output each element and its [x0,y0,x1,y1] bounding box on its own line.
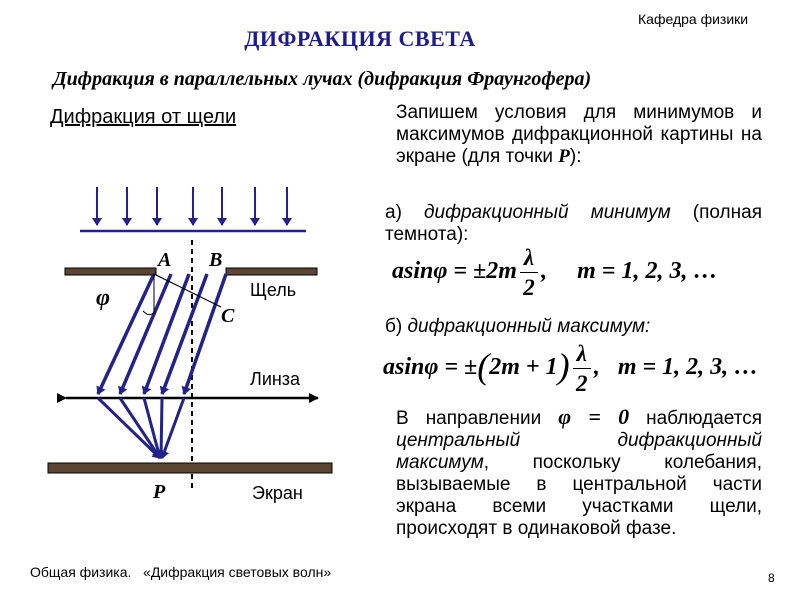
diffracted-rays [98,274,226,394]
section-heading: Дифракция от щели [50,106,237,128]
point-p-ref: P [558,146,570,167]
point-p-label: P [153,481,166,503]
phi-zero: φ = 0 [558,404,630,429]
angle-arc [143,311,154,315]
conclusion-paragraph: В направлении φ = 0 наблюдается центральный дифракционный максимум, поскольку колебания, вызываемые в центральной части экрана всеми участками щели, происходят в одинаковой фазе. [396,404,762,539]
department-label: Кафедра физики [638,11,749,27]
page-number: 8 [768,571,775,585]
lambda-half-fraction: $\frac{\lambda}{2}$ [573,342,591,395]
lens-label: Линза [250,369,301,389]
slide-title: ДИФРАКЦИЯ СВЕТА [244,26,476,51]
lambda-half-fraction: $\frac{\lambda}{2}$ [520,246,538,299]
incident-rays [97,187,287,225]
maximum-heading: б) дифракционный максимум: [385,316,651,337]
screen-label: Экран [252,483,303,503]
screen-plate [48,463,332,473]
converging-rays [98,398,184,458]
slit-plate-right [226,268,317,275]
point-c-label: C [221,305,235,327]
intro-paragraph: Запишем условия для минимумов и максимумов дифракционной картины на экране (для точки P): [396,102,762,167]
maximum-formula: asinφ = ±(2m + 1) $\frac{\lambda}{2}$ , m = 1, 2, 3, … [383,341,759,396]
slide-subtitle: Дифракция в параллельных лучах (дифракция Фраунгофера) [53,68,592,90]
slit-label: Щель [250,280,297,300]
footer-course: Общая физика. «Дифракция световых волн» [30,564,332,580]
angle-phi-label: φ [96,285,111,311]
point-a-label: A [158,249,172,271]
slit-plate-left [65,268,156,275]
point-b-label: B [209,249,223,271]
minimum-formula: asinφ = ±2m $\frac{\lambda}{2}$ , m = 1, 2, 3, … [392,245,718,300]
minimum-heading: а) дифракционный минимум (полная темнота): [385,202,762,245]
